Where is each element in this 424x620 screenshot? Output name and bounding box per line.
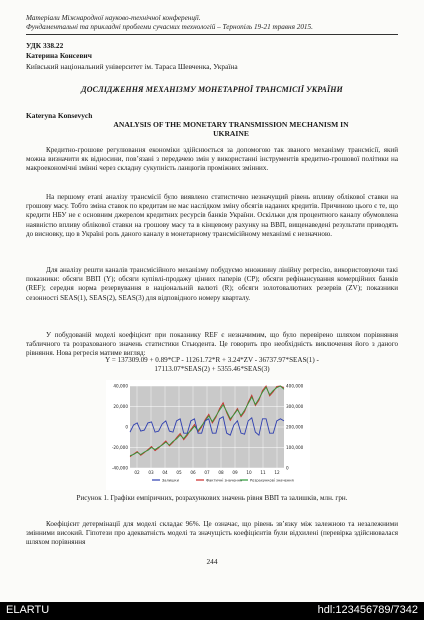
paragraph-5 xyxy=(26,520,398,548)
legend-label: Фактичні значення xyxy=(206,478,243,483)
paragraph-4-text: У побудованій моделі коефіцієнт при показнику REF є незначимим, що було перевірено шляхом порівняння табличного та розрахованого значень статистики Стьюдента. Це говорить про необхідність виключення його з даного рівняння. Нова регресія матиме вигляд: xyxy=(26,331,398,358)
y-tick-left: -40,000 xyxy=(111,465,128,471)
x-tick: 09 xyxy=(232,470,238,475)
repository-name: ELARTU xyxy=(6,604,50,616)
udk-code: УДК 338.22 xyxy=(26,41,64,50)
y-tick-left: 0 xyxy=(125,424,128,430)
paragraph-2 xyxy=(26,193,398,239)
page-number: 244 xyxy=(206,557,218,566)
x-tick: 10 xyxy=(246,470,252,475)
y-tick-right: 200,000 xyxy=(286,424,304,430)
header-divider xyxy=(26,34,398,35)
paragraph-1 xyxy=(26,146,398,174)
x-tick: 03 xyxy=(148,470,154,475)
author-uk: Катерина Консевич xyxy=(26,51,92,60)
x-tick: 08 xyxy=(218,470,224,475)
y-tick-right: 100,000 xyxy=(286,445,304,450)
conference-header xyxy=(26,14,313,32)
handle-link[interactable]: hdl:123456789/7342 xyxy=(317,604,418,616)
regression-formula xyxy=(26,356,398,374)
paragraph-4 xyxy=(26,331,398,359)
y-tick-right: 300,000 xyxy=(286,404,304,409)
paragraph-3-text: Для аналізу решти каналів трансмісійного механізму побудуємо множинну лінійну регресію, використовуючи такі показники: обсяги ВВП (Y); обсяги купівлі-продажу цінних паперів (CP); обсяги рефінансування комерційних банків (REF); середня норма резервування в національній валюті (R); обсяги золотовалютних резервів (ZV); показники сезонності SEAS(1), SEAS(2), SEAS(3) для відповідного номеру кварталу. xyxy=(26,266,398,302)
x-tick: 05 xyxy=(176,470,182,475)
paragraph-2-text: На першому етапі аналізу трансмісії було виявлено статистично незначущий рівень впливу облікової ставки на грошову масу. Тобто зміна ставок по кредитам не має наслідком зміну обсягів наданих кредитів. Причиною цього є те, що кредити НБУ не є основним джерелом кредитних ресурсів банків України. Оскільки для процентного каналу обумовлена наявністю впливу облікової ставки на грошову масу та в кінцевому рахунку на ВВП, вищенаведені результати приводять до висновку, що в Україні роль даного каналу в монетарному трансмісійному механізмі є незначною. xyxy=(26,193,398,238)
y-tick-left: -20,000 xyxy=(111,445,128,450)
header-line-2: Фундаментальні та прикладні проблеми сучасних технологій – Тернопіль 19-21 травня 2015. xyxy=(26,23,313,31)
x-tick: 12 xyxy=(274,470,280,475)
x-tick: 11 xyxy=(260,470,266,475)
y-tick-right: 0 xyxy=(286,465,289,471)
chart-legend xyxy=(152,479,294,483)
formula-line-1: Y = 137309.09 + 0.89*CP - 11261.72*R + 3.24*ZV - 36737.97*SEAS(1) - xyxy=(105,356,319,364)
formula-line-2: 17113.07*SEAS(2) + 5355.46*SEAS(3) xyxy=(154,365,270,374)
title-en: ANALYSIS OF THE MONETARY TRANSMISSION MECHANISM IN UKRAINE xyxy=(113,120,349,139)
author-en: Kateryna Konsevych xyxy=(26,111,93,120)
x-tick: 02 xyxy=(134,470,140,475)
legend-label: Розрахункові значення xyxy=(250,478,294,483)
affiliation: Київський національний університет ім. Тараса Шевченка, Україна xyxy=(26,62,238,71)
y-tick-left: 40,000 xyxy=(113,383,128,389)
x-tick: 07 xyxy=(204,470,210,475)
gdp-chart xyxy=(106,380,310,490)
y-tick-right: 400,000 xyxy=(286,383,304,389)
paragraph-3 xyxy=(26,266,398,303)
figure-caption: Рисунок 1. Графіки емпіричних, розрахункових значень рівня ВВП та залишків, млн. грн. xyxy=(76,494,348,502)
repository-footer xyxy=(0,602,424,620)
x-tick: 06 xyxy=(190,470,196,475)
header-line-1: Матеріали Міжнародної науково-технічної конференції. xyxy=(26,14,201,22)
paragraph-1-text: Кредитно-грошове регулювання економіки здійснюється за допомогою так званого механізму трансмісії, який можна визначити як відносини, пов’язані з передачею змін у використанні інструментів кредитно-грошової політики на макроекономічні змінні через складну сукупність ланцюгів проміжних змінних. xyxy=(26,146,398,173)
y-tick-left: 20,000 xyxy=(113,404,128,409)
legend-label: Залишки xyxy=(162,478,179,483)
title-uk: ДОСЛІДЖЕННЯ МЕХАНІЗМУ МОНЕТАРНОЇ ТРАНСМІСІЇ УКРАЇНИ xyxy=(81,85,343,94)
x-tick: 04 xyxy=(162,470,168,475)
paragraph-5-text: Коефіцієнт детермінації для моделі складає 96%. Це означає, що рівень зв’язку між залежною та незалежними змінними високий. Гіпотези про адекватність моделі та значущість коефіцієнтів були відхилені (перевірка здійснювалася шляхом порівняння xyxy=(26,520,398,547)
